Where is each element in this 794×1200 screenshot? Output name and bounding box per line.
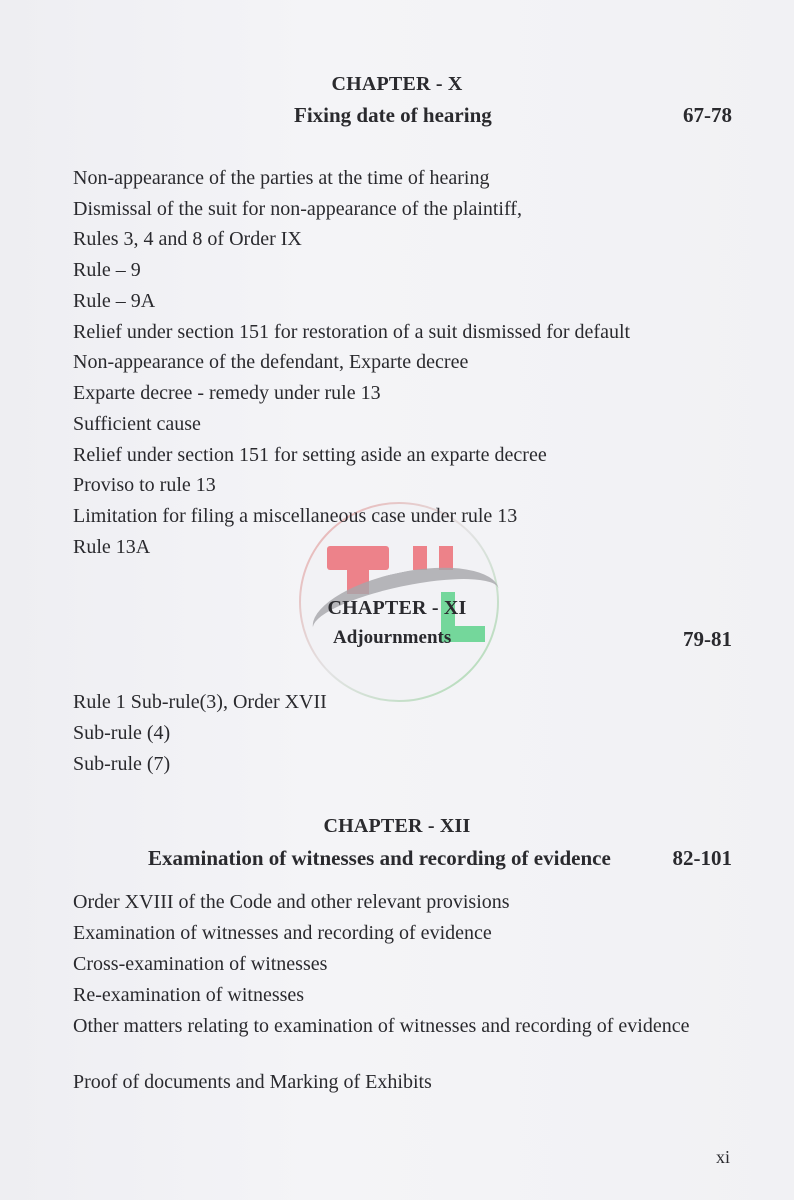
toc-item: Rules 3, 4 and 8 of Order IX [73, 228, 302, 250]
toc-item: Proviso to rule 13 [73, 474, 216, 496]
toc-item: Dismissal of the suit for non-appearance of the plaintiff, [73, 198, 522, 220]
chapter-x-title: Fixing date of hearing [294, 103, 492, 127]
toc-item: Exparte decree - remedy under rule 13 [73, 382, 381, 404]
toc-item: Sufficient cause [73, 413, 201, 435]
chapter-xi-label: CHAPTER - XI [327, 597, 467, 619]
toc-item: Limitation for filing a miscellaneous case under rule 13 [73, 505, 518, 527]
page-number: xi [715, 1147, 730, 1167]
toc-item: Rule 13A [73, 536, 151, 558]
toc-item: Cross-examination of witnesses [73, 953, 328, 975]
chapter-x-pages: 67-78 [683, 103, 732, 127]
toc-item: Examination of witnesses and recording of evidence [73, 922, 492, 944]
toc-item: Rule – 9A [73, 290, 156, 312]
toc-item: Non-appearance of the parties at the time of hearing [73, 167, 490, 189]
toc-item: Relief under section 151 for restoration of a suit dismissed for default [73, 321, 631, 343]
chapter-xii-label: CHAPTER - XII [323, 815, 471, 837]
toc-item: Order XVIII of the Code and other relevant provisions [73, 891, 510, 913]
toc-item: Sub-rule (7) [73, 753, 171, 775]
chapter-xi-pages: 79-81 [683, 627, 732, 651]
toc-item: Sub-rule (4) [73, 722, 171, 744]
toc-item: Proof of documents and Marking of Exhibits [73, 1071, 432, 1093]
toc-item: Rule – 9 [73, 259, 141, 281]
toc-item: Rule 1 Sub-rule(3), Order XVII [73, 691, 327, 713]
chapter-xii-pages: 82-101 [672, 846, 732, 870]
chapter-xi-title: Adjournments [333, 627, 452, 648]
toc-item: Other matters relating to examination of witnesses and recording of evidence [73, 1015, 690, 1037]
chapter-x-label: CHAPTER - X [331, 73, 463, 95]
toc-item: Non-appearance of the defendant, Exparte decree [73, 351, 469, 373]
chapter-xii-title: Examination of witnesses and recording of evidence [148, 846, 611, 870]
toc-item: Re-examination of witnesses [73, 984, 305, 1006]
toc-item: Relief under section 151 for setting aside an exparte decree [73, 444, 547, 466]
